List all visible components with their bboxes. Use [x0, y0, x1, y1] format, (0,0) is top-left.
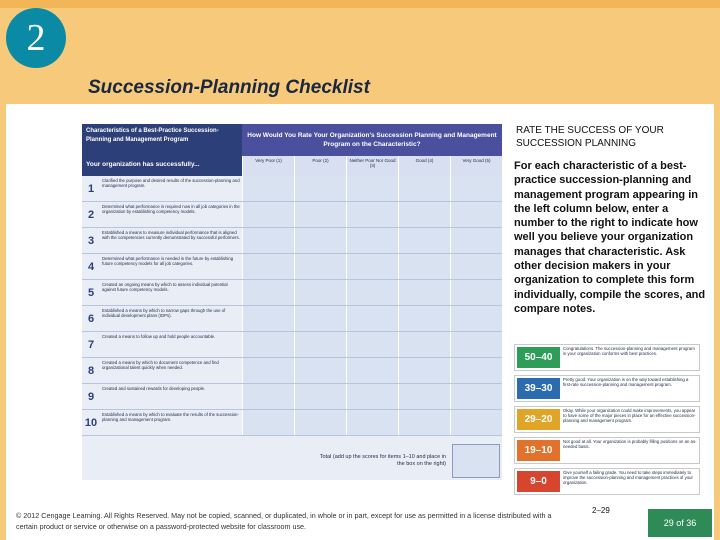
rating-cell[interactable]	[294, 202, 346, 227]
rating-cell[interactable]	[450, 306, 502, 331]
form-right-header: How Would You Rate Your Organization's Succession Planning and Management Program on the Characteristic?	[242, 124, 502, 156]
checklist-row	[82, 280, 502, 306]
rating-cell[interactable]	[450, 176, 502, 201]
score-description: Not good at all. Your organization is probably filling positions on an as-needed basis.	[563, 439, 697, 450]
score-range: 9–0	[517, 471, 560, 492]
form-header	[82, 124, 502, 156]
rating-cell[interactable]	[398, 280, 450, 305]
rating-cell[interactable]	[398, 306, 450, 331]
total-score-box[interactable]	[452, 444, 500, 478]
score-range: 29–20	[517, 409, 560, 430]
rating-cell[interactable]	[242, 176, 294, 201]
item-number: 5	[87, 287, 95, 299]
rating-cell[interactable]	[294, 358, 346, 383]
rating-cell[interactable]	[346, 228, 398, 253]
rating-cell[interactable]	[294, 332, 346, 357]
score-range: 50–40	[517, 347, 560, 368]
checklist-row	[82, 202, 502, 228]
rating-cell[interactable]	[398, 202, 450, 227]
item-number: 4	[87, 261, 95, 273]
rating-cell[interactable]	[242, 254, 294, 279]
rating-cell[interactable]	[398, 176, 450, 201]
item-number: 3	[87, 235, 95, 247]
rating-column-header: Very Poor (1)	[242, 156, 294, 176]
page-title: Succession-Planning Checklist	[88, 77, 370, 98]
total-label: Total (add up the scores for items 1–10 and place in the box on the right)	[319, 454, 446, 467]
item-description: Created an ongoing means by which to assess individual potential against future competency models.	[102, 282, 228, 292]
checklist-row	[82, 358, 502, 384]
page-indicator[interactable]: 29 of 36	[648, 509, 712, 537]
instructions-body: For each characteristic of a best-practice succession-planning and management program appearing in the left column below, enter a number to the right to indicate how well you believe your organization manages that characteristic. Ask other decision makers in your organization to complete this form individually, compile the scores, and compare notes.	[514, 160, 706, 315]
rating-cell[interactable]	[294, 306, 346, 331]
rating-cell[interactable]	[398, 358, 450, 383]
chapter-badge: 2	[6, 8, 66, 68]
rating-cell[interactable]	[294, 280, 346, 305]
rating-cell[interactable]	[346, 410, 398, 435]
rating-cell[interactable]	[242, 228, 294, 253]
item-number: 1	[87, 183, 95, 195]
item-description: Determined what performance is needed in the future by establishing future competency models for all job categories.	[102, 256, 234, 266]
rating-cell[interactable]	[242, 202, 294, 227]
checklist-form	[82, 124, 502, 480]
item-number: 7	[87, 339, 95, 351]
score-band	[514, 437, 700, 464]
score-band	[514, 344, 700, 371]
rating-cell[interactable]	[346, 202, 398, 227]
rating-cell[interactable]	[242, 384, 294, 409]
header-band	[0, 0, 720, 8]
item-description: Created and sustained rewards for developing people.	[102, 386, 206, 391]
rating-column-header: Neither Poor Nor Good (3)	[346, 156, 398, 176]
rating-column-header: Good (4)	[398, 156, 450, 176]
item-description: Created a means by which to document competence and find organizational talent quickly when needed.	[102, 360, 219, 370]
checklist-row	[82, 384, 502, 410]
rating-cell[interactable]	[346, 306, 398, 331]
checklist-row	[82, 228, 502, 254]
rating-cell[interactable]	[398, 332, 450, 357]
item-number: 2	[87, 209, 95, 221]
rating-cell[interactable]	[450, 280, 502, 305]
rating-cell[interactable]	[398, 410, 450, 435]
rating-cell[interactable]	[450, 228, 502, 253]
score-band	[514, 406, 700, 433]
rating-cell[interactable]	[346, 280, 398, 305]
rating-cell[interactable]	[398, 384, 450, 409]
rating-cell[interactable]	[242, 332, 294, 357]
item-description: Clarified the purpose and desired results of the succession-planning and management program.	[102, 178, 240, 188]
rating-column-header: Poor (2)	[294, 156, 346, 176]
rating-cell[interactable]	[346, 176, 398, 201]
rating-cell[interactable]	[346, 384, 398, 409]
form-left-header: Characteristics of a Best-Practice Succession-Planning and Management Program	[82, 124, 242, 156]
rating-cell[interactable]	[450, 358, 502, 383]
rating-cell[interactable]	[294, 228, 346, 253]
copyright-notice: © 2012 Cengage Learning. All Rights Reserved. May not be copied, scanned, or duplicated, in whole or in part, except for use as permitted in a license distributed with a certain product or service or otherwise on a password-protected website for classroom use.	[16, 511, 552, 531]
instructions-heading: RATE THE SUCCESS OF YOUR SUCCESSION PLANNING	[516, 125, 664, 149]
form-left-subheader: Your organization has successfully...	[82, 156, 242, 176]
rating-cell[interactable]	[294, 254, 346, 279]
rating-cell[interactable]	[294, 410, 346, 435]
score-description: Congratulations. The succession-planning and management program in your organization conforms with best practices.	[563, 346, 695, 357]
checklist-row	[82, 332, 502, 358]
item-number: 10	[84, 417, 98, 429]
score-description: Give yourself a failing grade. You need to take steps immediately to improve the succession-planning and management practices of your organization.	[563, 470, 693, 486]
rating-cell[interactable]	[450, 410, 502, 435]
rating-cell[interactable]	[346, 332, 398, 357]
score-description: Okay. While your organization could make improvements, you appear to have some of the major pieces in place for an effective succession-planning and management program.	[563, 408, 696, 424]
item-description: Created a means to follow up and hold people accountable.	[102, 334, 216, 339]
item-description: Determined what performance is required now in all job categories in the organization by establishing competency models.	[102, 204, 240, 214]
rating-cell[interactable]	[398, 254, 450, 279]
checklist-row	[82, 306, 502, 332]
score-band	[514, 468, 700, 495]
rating-cell[interactable]	[242, 410, 294, 435]
rating-cell[interactable]	[450, 254, 502, 279]
right-border	[714, 104, 720, 540]
score-range: 39–30	[517, 378, 560, 399]
score-band	[514, 375, 700, 402]
checklist-row	[82, 254, 502, 280]
item-description: Established a means by which to narrow gaps through the use of individual development plans (IDPs).	[102, 308, 226, 318]
score-range: 19–10	[517, 440, 560, 461]
rating-cell[interactable]	[294, 176, 346, 201]
checklist-row	[82, 410, 502, 436]
item-number: 9	[87, 391, 95, 403]
item-description: Established a means to measure individual performance that is aligned with the competencies currently demonstrated by successful performers.	[102, 230, 240, 240]
rating-column-header: Very Good (5)	[450, 156, 502, 176]
left-border	[0, 104, 6, 540]
rating-cell[interactable]	[346, 254, 398, 279]
slide-reference: 2–29	[592, 506, 610, 515]
item-number: 6	[87, 313, 95, 325]
rating-cell[interactable]	[242, 280, 294, 305]
item-description: Established a means by which to evaluate the results of the succession-planning and management program.	[102, 412, 239, 422]
rating-cell[interactable]	[346, 358, 398, 383]
form-subheader	[82, 156, 502, 176]
rating-cell[interactable]	[450, 202, 502, 227]
rating-cell[interactable]	[294, 384, 346, 409]
rating-cell[interactable]	[242, 358, 294, 383]
rating-cell[interactable]	[242, 306, 294, 331]
checklist-rows	[82, 176, 502, 436]
rating-cell[interactable]	[398, 228, 450, 253]
item-number: 8	[87, 365, 95, 377]
checklist-row	[82, 176, 502, 202]
rating-cell[interactable]	[450, 332, 502, 357]
rating-cell[interactable]	[450, 384, 502, 409]
score-description: Pretty good. Your organization is on the way toward establishing a first-rate succession-planning and management program.	[563, 377, 689, 388]
